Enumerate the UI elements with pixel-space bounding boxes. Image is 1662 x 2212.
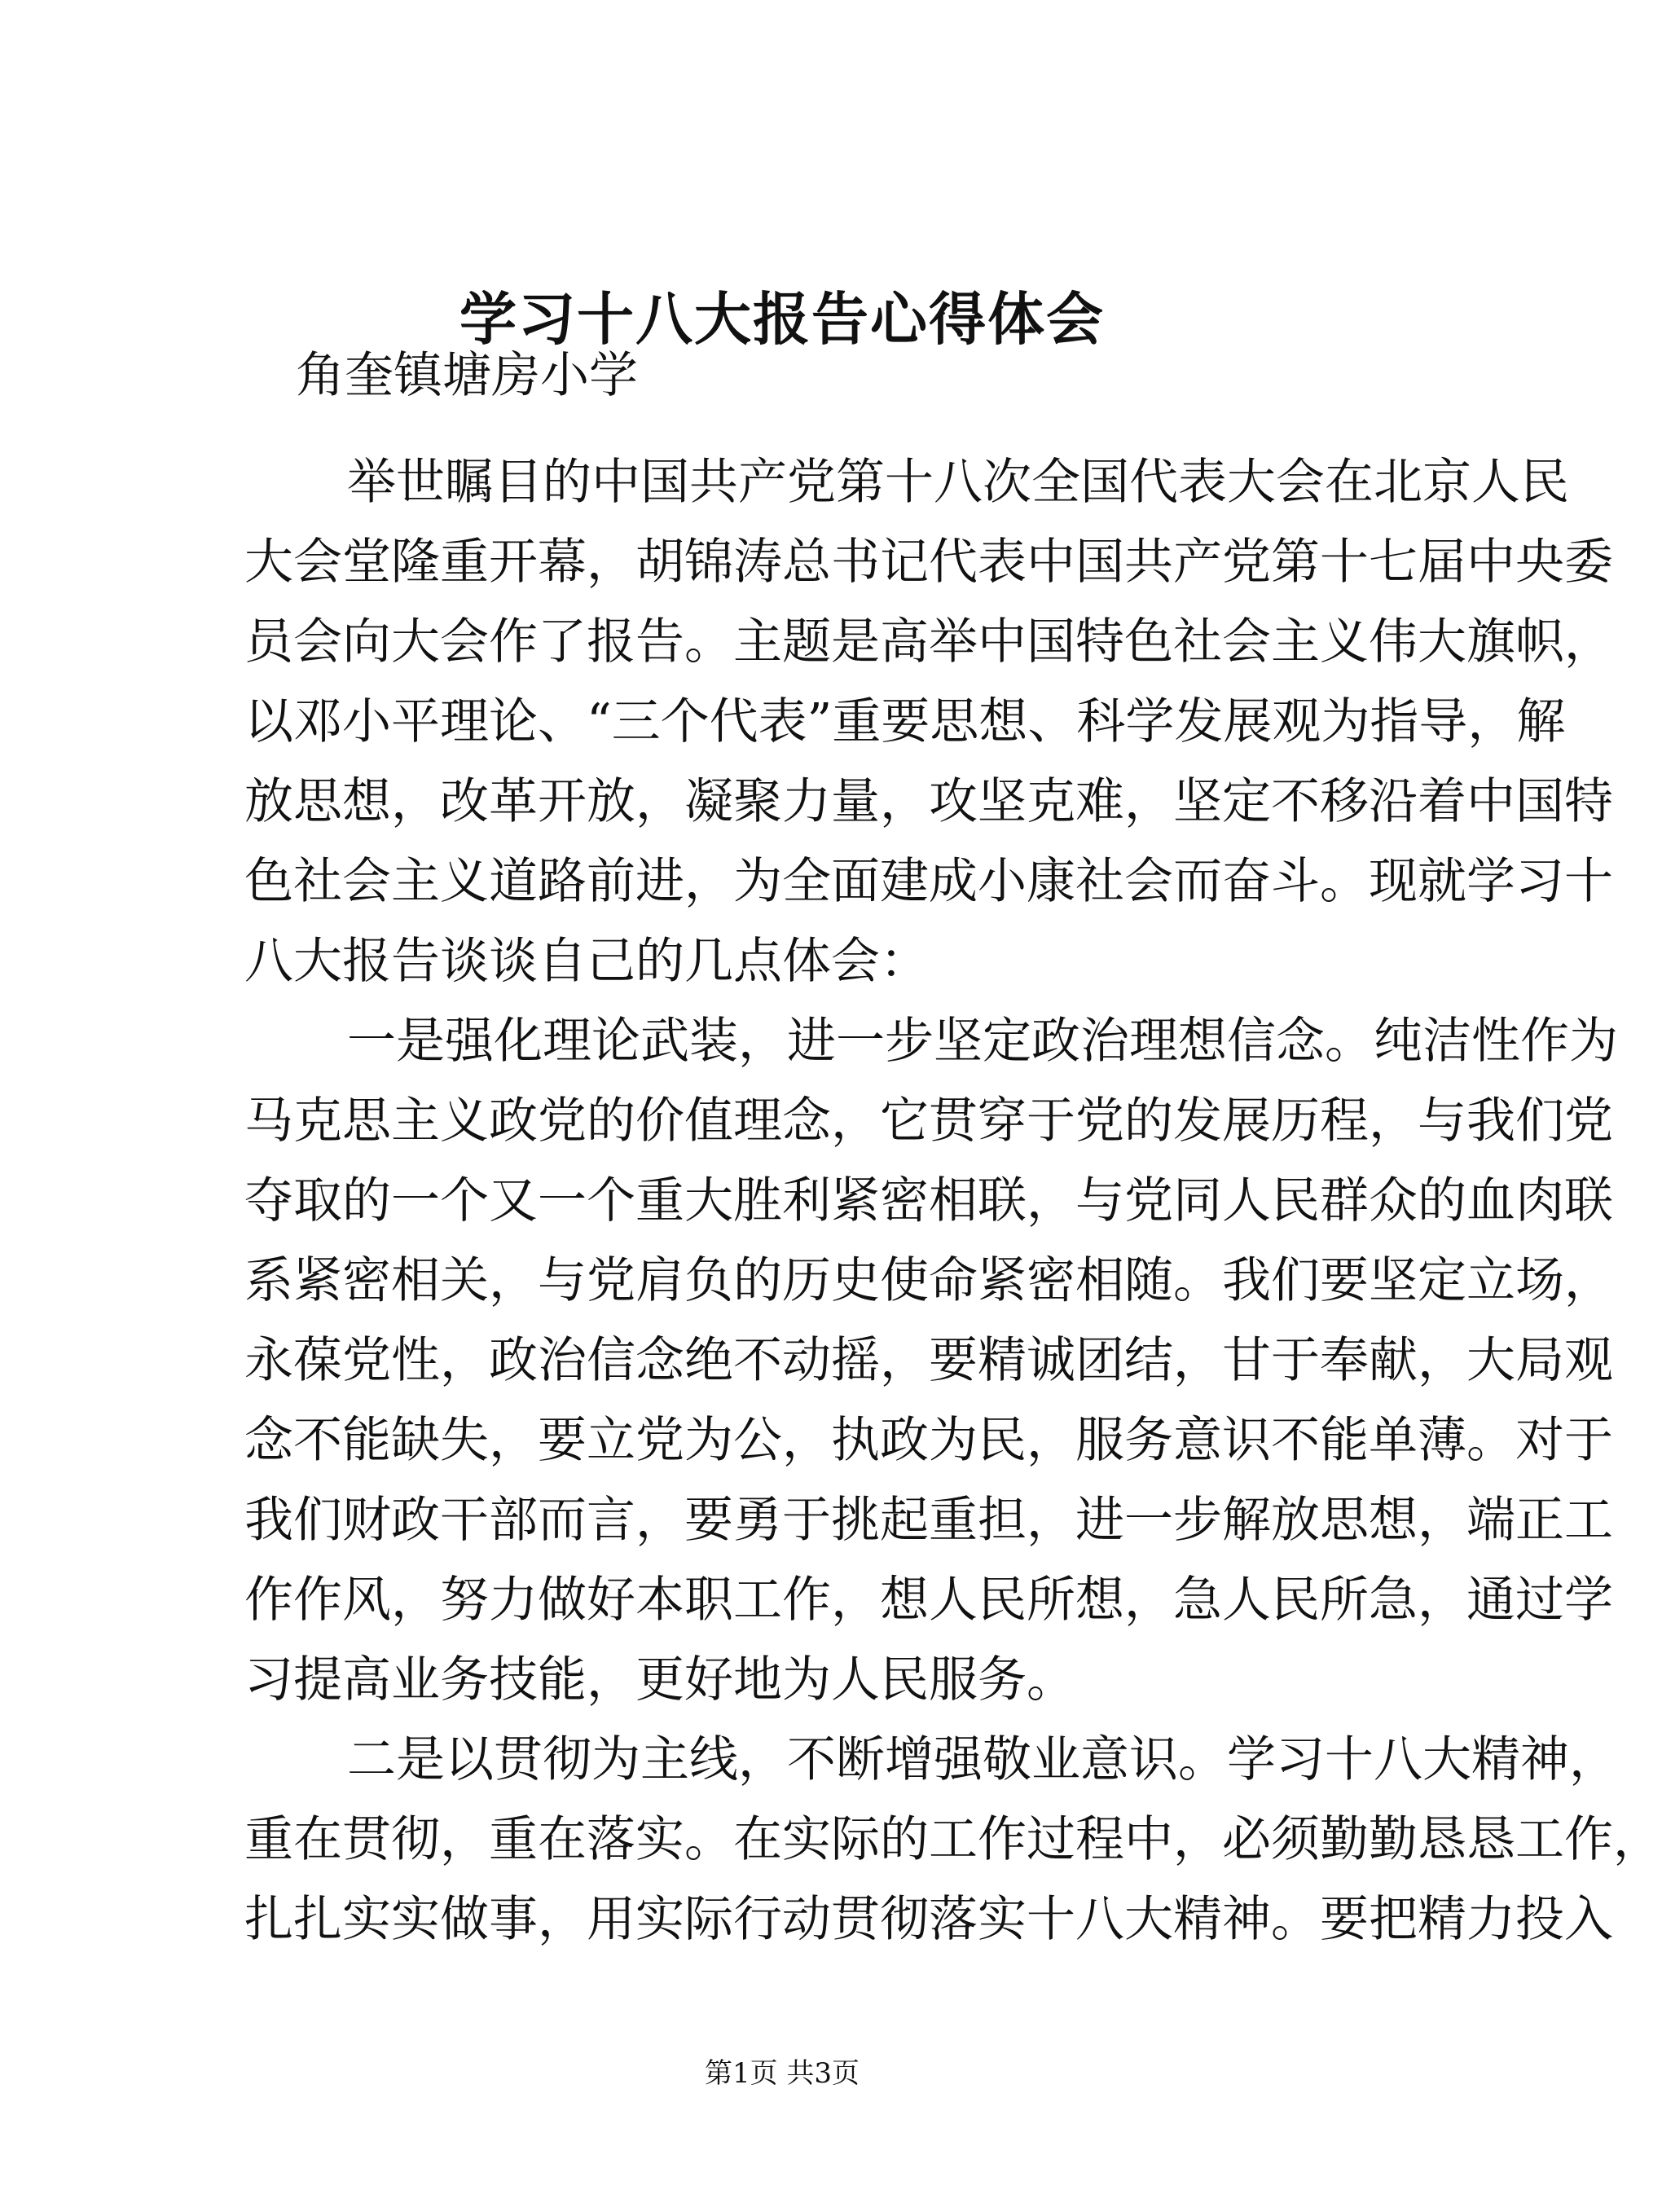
text-line: 以邓小平理论、“三个代表”重要思想、科学发展观为指导，解 (244, 693, 1566, 750)
paragraph (244, 1720, 1662, 1959)
text-line: 永葆党性，政治信念绝不动摇，要精诚团结，甘于奉献，大局观 (244, 1332, 1613, 1389)
text-line: 习提高业务技能，更好地为人民服务。 (244, 1651, 1075, 1708)
text-line: 系紧密相关，与党肩负的历史使命紧密相随。我们要坚定立场， (244, 1252, 1613, 1309)
text-line: 我们财政干部而言，要勇于挑起重担，进一步解放思想，端正工 (244, 1492, 1613, 1549)
text-line: 念不能缺失，要立党为公，执政为民，服务意识不能单薄。对于 (244, 1412, 1613, 1469)
text-line: 一是强化理论武装，进一步坚定政治理想信念。纯洁性作为 (347, 1013, 1618, 1070)
text-line: 员会向大会作了报告。主题是高举中国特色社会主义伟大旗帜， (244, 613, 1613, 671)
paragraph (244, 442, 1613, 1001)
author-line: 角奎镇塘房小学 (296, 347, 638, 404)
text-line: 色社会主义道路前进，为全面建成小康社会而奋斗。现就学习十 (244, 853, 1613, 910)
text-line: 放思想，改革开放，凝聚力量，攻坚克难，坚定不移沿着中国特 (244, 773, 1613, 830)
document-body (244, 442, 1662, 1959)
text-line: 夺取的一个又一个重大胜利紧密相联，与党同人民群众的血肉联 (244, 1172, 1613, 1229)
document-title: 学习十八大报告心得体会 (459, 285, 1105, 353)
text-line: 大会堂隆重开幕，胡锦涛总书记代表中国共产党第十七届中央委 (244, 534, 1613, 591)
text-line: 八大报告谈谈自己的几点体会： (244, 933, 929, 990)
text-line: 扎扎实实做事，用实际行动贯彻落实十八大精神。要把精力投入 (244, 1891, 1613, 1948)
text-line: 作作风，努力做好本职工作，想人民所想，急人民所急，通过学 (244, 1572, 1613, 1629)
paragraph (244, 1001, 1618, 1720)
text-line: 二是以贯彻为主线，不断增强敬业意识。学习十八大精神， (347, 1731, 1618, 1788)
text-line: 马克思主义政党的价值理念，它贯穿于党的发展历程，与我们党 (244, 1093, 1613, 1150)
text-line: 重在贯彻，重在落实。在实际的工作过程中，必须勤勤恳恳工作， (244, 1811, 1662, 1868)
page-footer: 第1页 共3页 (704, 2057, 860, 2090)
text-line: 举世瞩目的中国共产党第十八次全国代表大会在北京人民 (347, 454, 1569, 511)
